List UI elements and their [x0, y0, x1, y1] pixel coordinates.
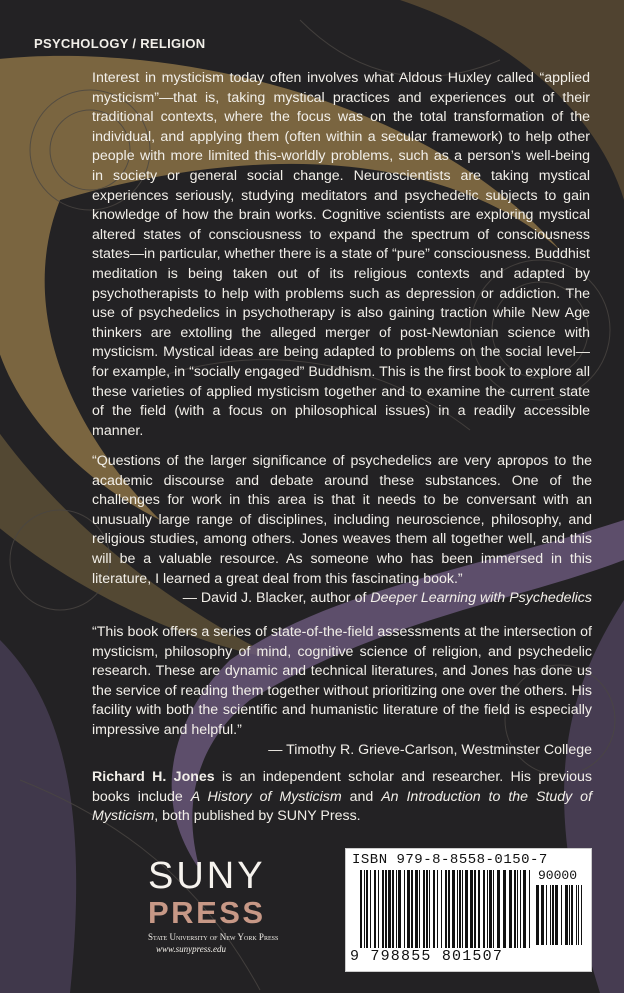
publisher-logo-suny: SUNY: [148, 855, 266, 897]
blurb-quote: “Questions of the larger significance of psychedelics are very apropos to the academic discourse and debate around these substances. One of the challenges for work in this area is that it needs to be conversant with an unusually large range of disciplines, including neuroscience, philosophy, and religious studies, among others. Jones weaves them all together well, and this will be a valuable resource. As someone who has been immersed in this literature, I learned a great deal from this fascinating book.”: [92, 453, 592, 587]
purple-lower-shape: [0, 640, 76, 993]
barcode-bar: [426, 870, 428, 948]
barcode-bar: [489, 870, 492, 948]
publisher-url: www.sunypress.edu: [156, 944, 227, 954]
barcode-bar: [366, 870, 368, 948]
barcode-bar: [565, 885, 568, 945]
barcode-bar: [578, 885, 579, 945]
barcode-bar: [555, 885, 558, 945]
barcode-bar: [382, 870, 384, 948]
barcode-bar: [520, 870, 521, 948]
barcode-bar: [364, 870, 365, 948]
barcode-bar: [561, 885, 562, 945]
barcode-bar: [378, 870, 379, 948]
barcode-bar: [411, 870, 413, 948]
attribution-prefix: — David J. Blacker, author of: [182, 590, 371, 607]
barcode-bar: [459, 870, 461, 948]
barcode-bar: [523, 870, 526, 948]
barcode-bars: [360, 870, 530, 948]
barcode-bar: [571, 885, 573, 945]
barcode-bar: [398, 870, 401, 948]
barcode-bar: [419, 870, 420, 948]
bio-book-title: An Introduction to the Study of Mysticism: [92, 788, 593, 825]
barcode-bar: [465, 870, 468, 948]
barcode-bar: [576, 885, 577, 945]
bio-text: is an independent scholar and researcher. His previous books include: [92, 769, 592, 805]
isbn-barcode: [345, 848, 592, 972]
barcode-bar: [423, 870, 425, 948]
barcode-bar: [360, 870, 362, 948]
barcode-bar: [552, 885, 554, 945]
bio-book-title: A History of Mysticism: [190, 788, 342, 805]
barcode-bar: [374, 870, 376, 948]
author-bio: [92, 768, 592, 827]
bio-text: , both published by SUNY Press.: [154, 808, 361, 825]
barcode-bar: [546, 885, 547, 945]
attribution-book-title: Deeper Learning with Psychedelics: [370, 590, 592, 607]
barcode-bar: [541, 885, 544, 945]
barcode-bar: [493, 870, 494, 948]
barcode-bar: [514, 870, 516, 948]
barcode-bar: [462, 870, 463, 948]
publisher-logo: [148, 856, 318, 954]
blurb-quote: “This book offers a series of state-of-the-field assessments at the intersection of mysticism, philosophy of mind, cognitive science of religion, and psychedelic research. These are dynamic and technical literatures, and Jones has done us the service of reading them together without prioritizing one over the others. His facility with both the scientific and humanistic literature of the field is especially impressive and helpful.”: [92, 624, 592, 738]
barcode-bar: [385, 870, 387, 948]
barcode-bar: [433, 870, 435, 948]
barcode-bar: [487, 870, 488, 948]
barcode-digits: 9 798855 801507: [350, 948, 504, 965]
barcode-bar: [497, 870, 500, 948]
barcode-bar: [445, 870, 447, 948]
book-description: Interest in mysticism today often involves what Aldous Huxley called “applied mysticism”—that is, taking mystical practices and experiences out of their traditional contexts, where the focus was on the total transformation of the individual, and applying them (often within a secular framework) to help other people with more limited this-worldly problems, such as a person’s well-being in society or general social change. Neuroscientists are taking mystical experiences seriously, studying meditators and psychedelic subjects to gain knowledge of how the brain works. Cognitive scientists are exploring mystical altered states of consciousness to expand the spectrum of consciousness states—in particular, whether there is a state of “pure” consciousness. Buddhist meditation is being taken out of its religious contexts and adapted by psychotherapists to help with problems such as depression or addiction. The use of psychedelics in psychotherapy is also gaining traction while New Age thinkers are extolling the alleged merger of post-Newtonian science with mysticism. Mystical ideas are being adapted to problems on the social level—for example, in “socially engaged” Buddhism. This is the first book to explore all these varieties of applied mysticism together and to examine the current state of the field (with a focus on philosophical issues) in a readily accessible manner.: [92, 70, 590, 439]
price-code: 90000: [538, 868, 578, 883]
barcode-bar: [483, 870, 485, 948]
category-label: PSYCHOLOGY / RELIGION: [34, 36, 206, 51]
barcode-bar: [478, 870, 480, 948]
barcode-bar: [517, 870, 518, 948]
barcode-bar: [388, 870, 391, 948]
author-name: Richard H. Jones: [92, 769, 215, 785]
isbn-label: ISBN 979-8-8558-0150-7: [352, 852, 548, 868]
blurb-attribution: [92, 589, 592, 609]
barcode-bar: [392, 870, 394, 948]
review-blurb-grieve-carlson: [92, 623, 592, 760]
barcode-bar: [396, 870, 397, 948]
barcode-bar: [407, 870, 410, 948]
review-blurb-blacker: [92, 452, 592, 609]
barcode-bar: [448, 870, 450, 948]
barcode-bar: [470, 870, 473, 948]
barcode-bar: [474, 870, 476, 948]
publisher-fullname: State University of New York Press: [148, 932, 279, 942]
bio-text: and: [341, 788, 382, 805]
barcode-bar: [550, 885, 551, 945]
barcode-bar: [536, 885, 539, 945]
barcode-bar: [404, 870, 405, 948]
barcode-bar: [415, 870, 418, 948]
barcode-bar: [457, 870, 458, 948]
blurb-attribution: — Timothy R. Grieve-Carlson, Westminster College: [268, 741, 592, 758]
barcode-bar: [503, 870, 506, 948]
barcode-bar: [370, 870, 371, 948]
price-barcode-bars: [536, 885, 584, 945]
barcode-bar: [441, 870, 442, 948]
barcode-bar: [437, 870, 438, 948]
barcode-bar: [569, 885, 570, 945]
barcode-bar: [429, 870, 430, 948]
barcode-bar: [581, 885, 582, 945]
barcode-bar: [509, 870, 512, 948]
barcode-bar: [529, 870, 530, 948]
publisher-logo-press: PRESS: [148, 895, 266, 930]
barcode-bar: [452, 870, 455, 948]
